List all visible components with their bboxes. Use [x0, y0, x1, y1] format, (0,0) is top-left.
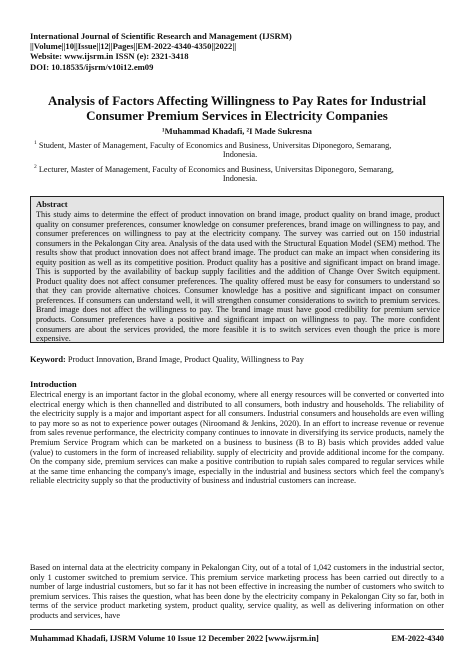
affiliation-2-marker: 2	[34, 164, 37, 170]
abstract-heading: Abstract	[36, 199, 68, 209]
introduction-paragraph-2: Based on internal data at the electricity company in Pekalongan City, out of a total of 1,042 customers in the industrial sector, only 1 customer switched to premium service. This premium service marketing process has been carried out directly to a number of large industrial customers, but so far it has not been effective in increasing the number of customers who switch to premium services. This raises the question, what has been done by the electricity company in Pekalongan City so far, both in terms of the service product marketing system, product quality, service quality, as well as delivering information on other products and services, have	[30, 563, 444, 620]
affiliation-2-text: Lecturer, Master of Management, Faculty of Economics and Business, Universitas Diponegoro, Semarang,	[38, 164, 394, 174]
paper-authors: ¹Muhammad Khadafi, ²I Made Sukresna	[162, 126, 312, 136]
affiliation-1	[34, 139, 446, 160]
page-footer	[30, 629, 444, 643]
keywords-text: Product Innovation, Brand Image, Product Quality, Willingness to Pay	[65, 355, 304, 364]
journal-doi: DOI: 10.18535/ijsrm/v10i12.em09	[30, 61, 154, 72]
paper-title: Analysis of Factors Affecting Willingness to Pay Rates for Industrial Consumer Premium Services in Electricity Companies	[47, 93, 427, 123]
footer-page-id: EM-2022-4340	[391, 634, 444, 643]
journal-header	[30, 31, 450, 72]
affiliation-2-country: Indonesia.	[222, 174, 258, 184]
affiliation-2	[34, 163, 446, 184]
affiliation-1-country: Indonesia.	[222, 150, 258, 160]
journal-website: Website: www.ijsrm.in ISSN (e): 2321-3418	[30, 51, 189, 62]
introduction-heading: Introduction	[30, 379, 77, 389]
affiliation-1-text: Student, Master of Management, Faculty of Economics and Business, Universitas Diponegoro, Semarang,	[38, 140, 392, 150]
affiliation-1-marker: 1	[34, 140, 37, 146]
keywords-label: Keyword:	[30, 355, 66, 364]
journal-volume-info: ||Volume||10||Issue||12||Pages||EM-2022-4340-4350||2022||	[30, 41, 237, 52]
keywords	[30, 355, 446, 365]
footer-citation: Muhammad Khadafi, IJSRM Volume 10 Issue 12 December 2022 [www.ijsrm.in]	[30, 634, 319, 643]
introduction-paragraph-1: Electrical energy is an important factor in the global economy, where all energy resources will be converted or converted into electrical energy which is then channelled and distributed to all consumers, both industry and households. The reliability of the electricity supply is a major and important aspect for all consumers. Industrial consumers and households are even willing to pay more so as not to experience power outages (Niroomand & Jenkins, 2020). In an effort to increase revenue or revenue from sales revenue performance, the electricity company continues to innovate in diversifying its service products, namely the Premium Service Program which can be marketed on a business to business (B to B) basis which provides added value (value) to customers in the form of increased reliability. supply of electricity and provide additional income for the company. On the company side, premium services can make a positive contribution to rupiah sales compared to regular services while at the same time enhancing the company's image, especially in the industrial and business sectors which feel the company's reliable electricity supply so that the productivity of business and industrial customers can increase.	[30, 390, 444, 486]
abstract-text: This study aims to determine the effect of product innovation on brand image, product quality on brand image, product quality on consumer preferences, consumer knowledge on consumer preferences, brand image on willingness to pay, and consumer preferences on willingness to pay at the electricity company. The survey was carried out on 150 industrial consumers in the Pekalongan City area. Analysis of the data used with the Structural Equation Model (SEM) method. The results show that product innovation does not affect brand image. The product can make an impact when considering its equity position as well as its competitive position. Product quality has a positive and significant impact on brand image. This is supported by the availability of backup supply facilities and the addition of Change Over Switch equipment. Product quality does not affect consumer preferences. The quality offered must be easy for consumers to understand so that they can provide alternative choices. Consumer knowledge has a positive and significant impact on consumer preferences. If consumers can understand well, it will strengthen consumer considerations to switch to premium services. Brand image does not affect the willingness to pay. The brand image must have good credibility for premium service products. Consumer preferences have a positive and significant impact on willingness to pay. The more confident consumers are about the services provided, the more feasible it is to switch services even though the price is more expensive.	[36, 210, 440, 344]
journal-name: International Journal of Scientific Research and Management (IJSRM)	[30, 31, 292, 41]
abstract-box	[30, 196, 444, 343]
